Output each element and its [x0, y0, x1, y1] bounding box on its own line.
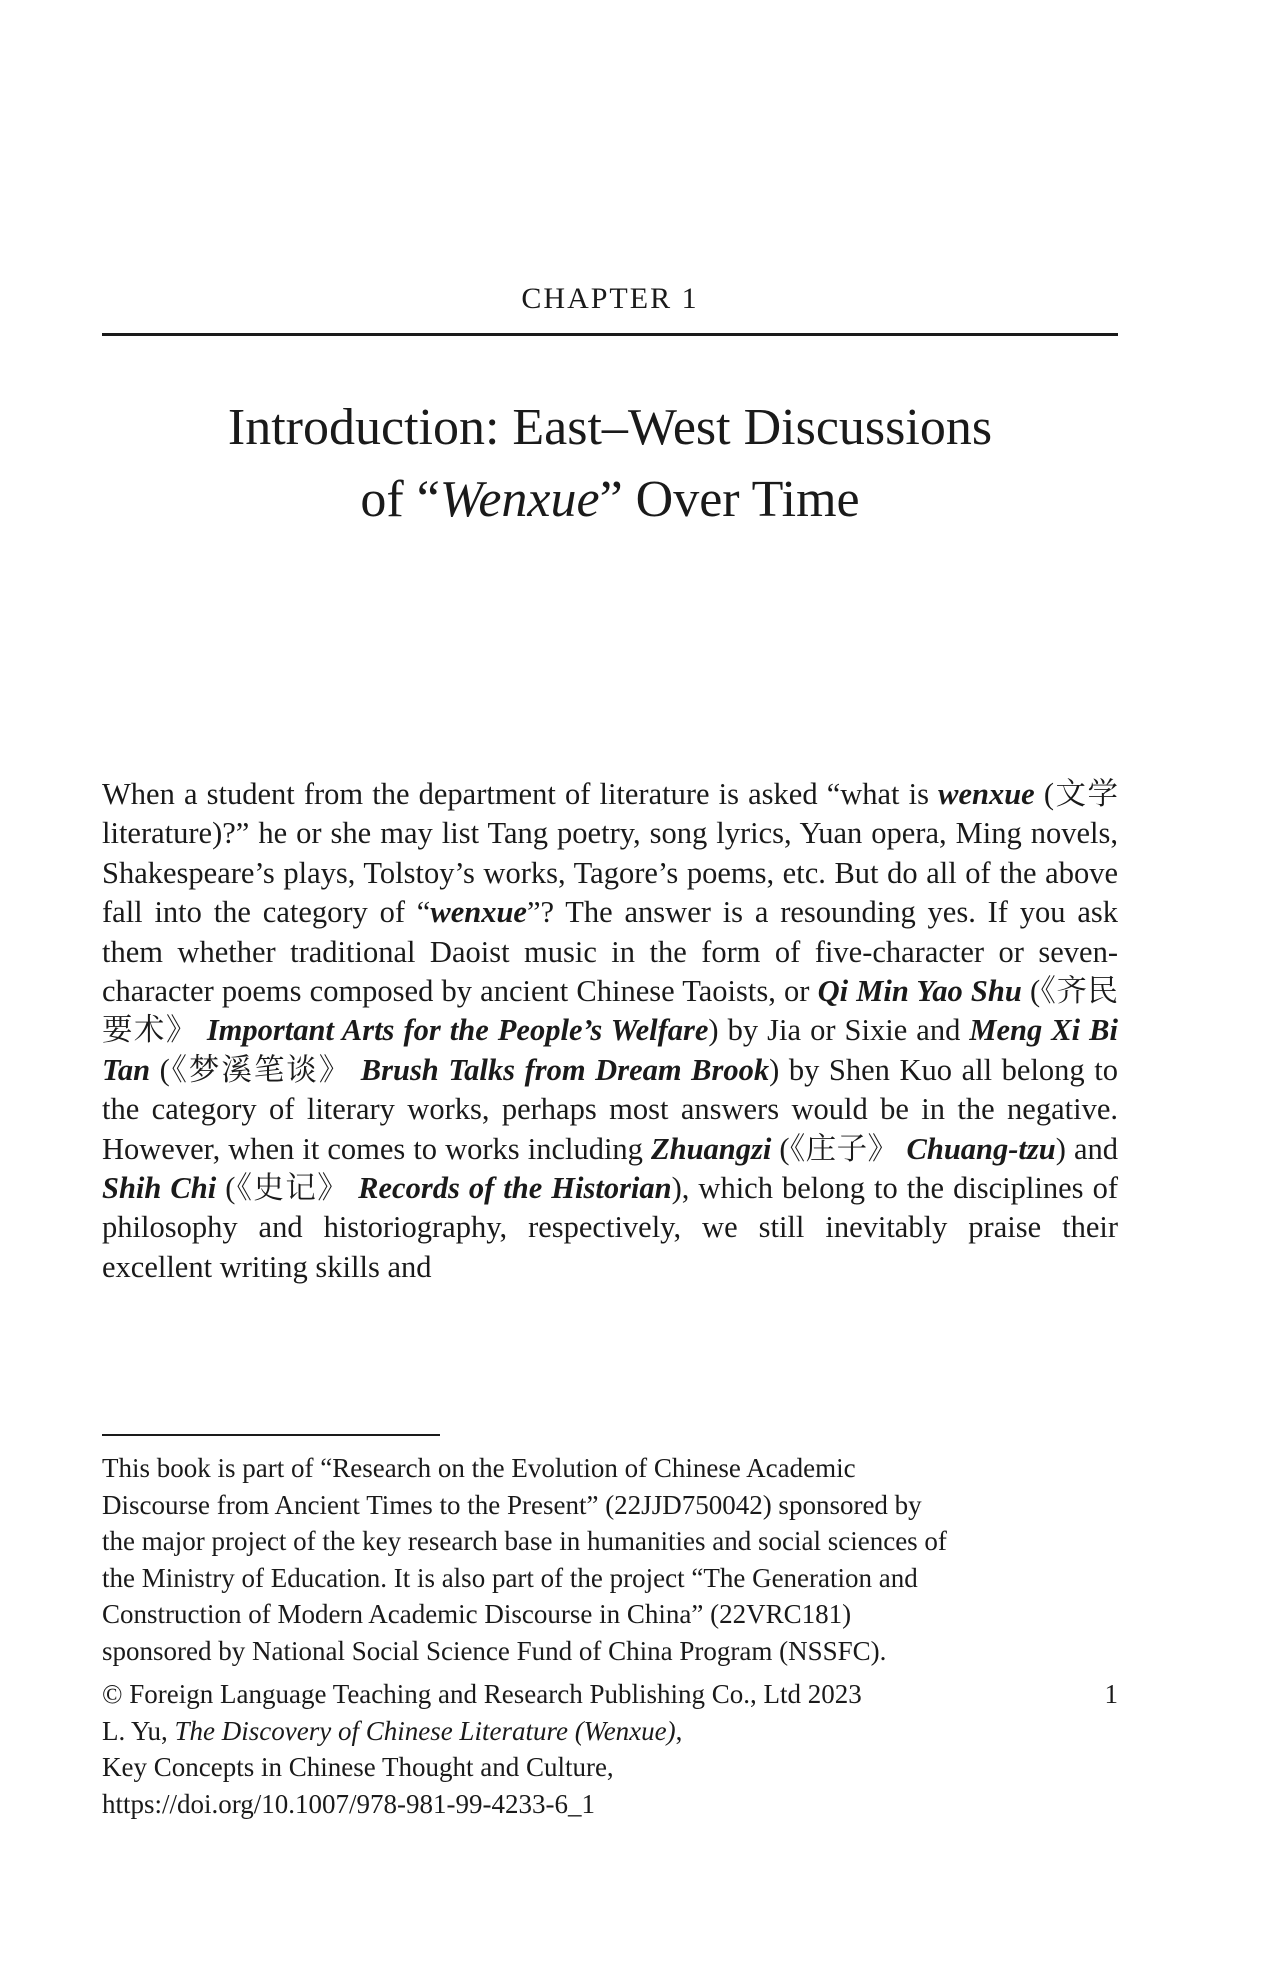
body-italic-title: Chuang-tzu: [906, 1131, 1056, 1166]
footnote-line: the Ministry of Education. It is also part of the project “The Generation and: [102, 1562, 918, 1593]
body-text-run: ) by Shen Kuo all belong to the category of literary works, perhaps most answers would be in the negative. However, when it comes to works including: [102, 1052, 1118, 1166]
doi-link[interactable]: https://doi.org/10.1007/978-981-99-4233-6_1: [102, 1788, 595, 1819]
body-text-run: ) and: [1055, 1131, 1118, 1166]
chapter-title-line-1: Introduction: East–West Discussions: [227, 399, 993, 456]
body-italic-title: Zhuangzi: [650, 1131, 772, 1166]
footnote-line: This book is part of “Research on the Evolution of Chinese Academic: [102, 1453, 856, 1483]
chapter-rule: [102, 333, 1118, 336]
body-italic-title: Shih Chi: [102, 1171, 217, 1206]
body-italic-title: Qi Min Yao Shu: [817, 974, 1022, 1009]
body-text-run: (《庄子》: [771, 1131, 907, 1166]
body-italic-term: wenxue: [938, 777, 1035, 811]
title-suffix: ” Over Time: [599, 471, 860, 528]
body-text-run: ) by Jia or Sixie and: [708, 1013, 970, 1048]
chapter-title-line-2: [100, 464, 1120, 536]
copyright-line: © Foreign Language Teaching and Research Publishing Co., Ltd 2023: [102, 1679, 862, 1709]
page-number: 1: [1104, 1679, 1118, 1709]
body-text-run: (文学 literature)?” he or she may list Tang poetry, song lyrics, Yuan opera, Ming novels, Shakespeare’s plays, Tolstoy’s works, Tagore’s poems, etc. But do all of the above fall into the category of “: [102, 777, 1118, 930]
body-paragraph: [102, 775, 1118, 1287]
series-line: Key Concepts in Chinese Thought and Culture,: [102, 1752, 614, 1783]
citation-comma: ,: [675, 1715, 683, 1746]
title-italic-wenxue: Wenxue: [439, 471, 600, 528]
body-text-run: When a student from the department of literature is asked “what is: [102, 777, 939, 811]
body-italic-title: Important Arts for the People’s Welfare: [206, 1013, 709, 1048]
citation-author: L. Yu,: [102, 1715, 175, 1746]
citation-book-title: The Discovery of Chinese Literature (Wenxue): [174, 1715, 676, 1746]
footnote-line: sponsored by National Social Science Fund of China Program (NSSFC).: [102, 1635, 887, 1666]
chapter-label: CHAPTER 1: [521, 282, 699, 315]
body-text-run: ), which belong to the disciplines of philosophy and historiography, respectively, we still inevitably praise their excellent writing skills and: [102, 1171, 1118, 1284]
title-prefix: of “: [360, 471, 440, 528]
citation-line: [102, 1713, 1002, 1750]
body-text-run: ”? The answer is a resounding yes. If you ask them whether traditional Daoist music in the form of five-character or seven-character poems composed by ancient Chinese Taoists, or: [102, 895, 1118, 1009]
body-italic-title: Meng Xi Bi Tan: [102, 1013, 1118, 1087]
footnote-line: Construction of Modern Academic Discourse in China” (22VRC181): [102, 1599, 852, 1630]
copyright-block: [102, 1676, 1002, 1822]
footnote-line: the major project of the key research base in humanities and social sciences of: [102, 1526, 947, 1557]
body-italic-title: Records of the Historian: [358, 1171, 672, 1206]
body-italic-title: Brush Talks from Dream Brook: [360, 1052, 770, 1087]
body-italic-term: wenxue: [430, 895, 527, 930]
body-text-run: (《齐民要术》: [102, 974, 1118, 1048]
body-text-run: (《史记》: [216, 1171, 359, 1206]
body-text-run: (《梦溪笔谈》: [150, 1052, 361, 1087]
footnote-line: Discourse from Ancient Times to the Present” (22JJD750042) sponsored by: [102, 1489, 922, 1520]
footnote-rule: [102, 1434, 440, 1436]
footnote: [102, 1450, 1112, 1670]
chapter-title: [100, 392, 1120, 536]
